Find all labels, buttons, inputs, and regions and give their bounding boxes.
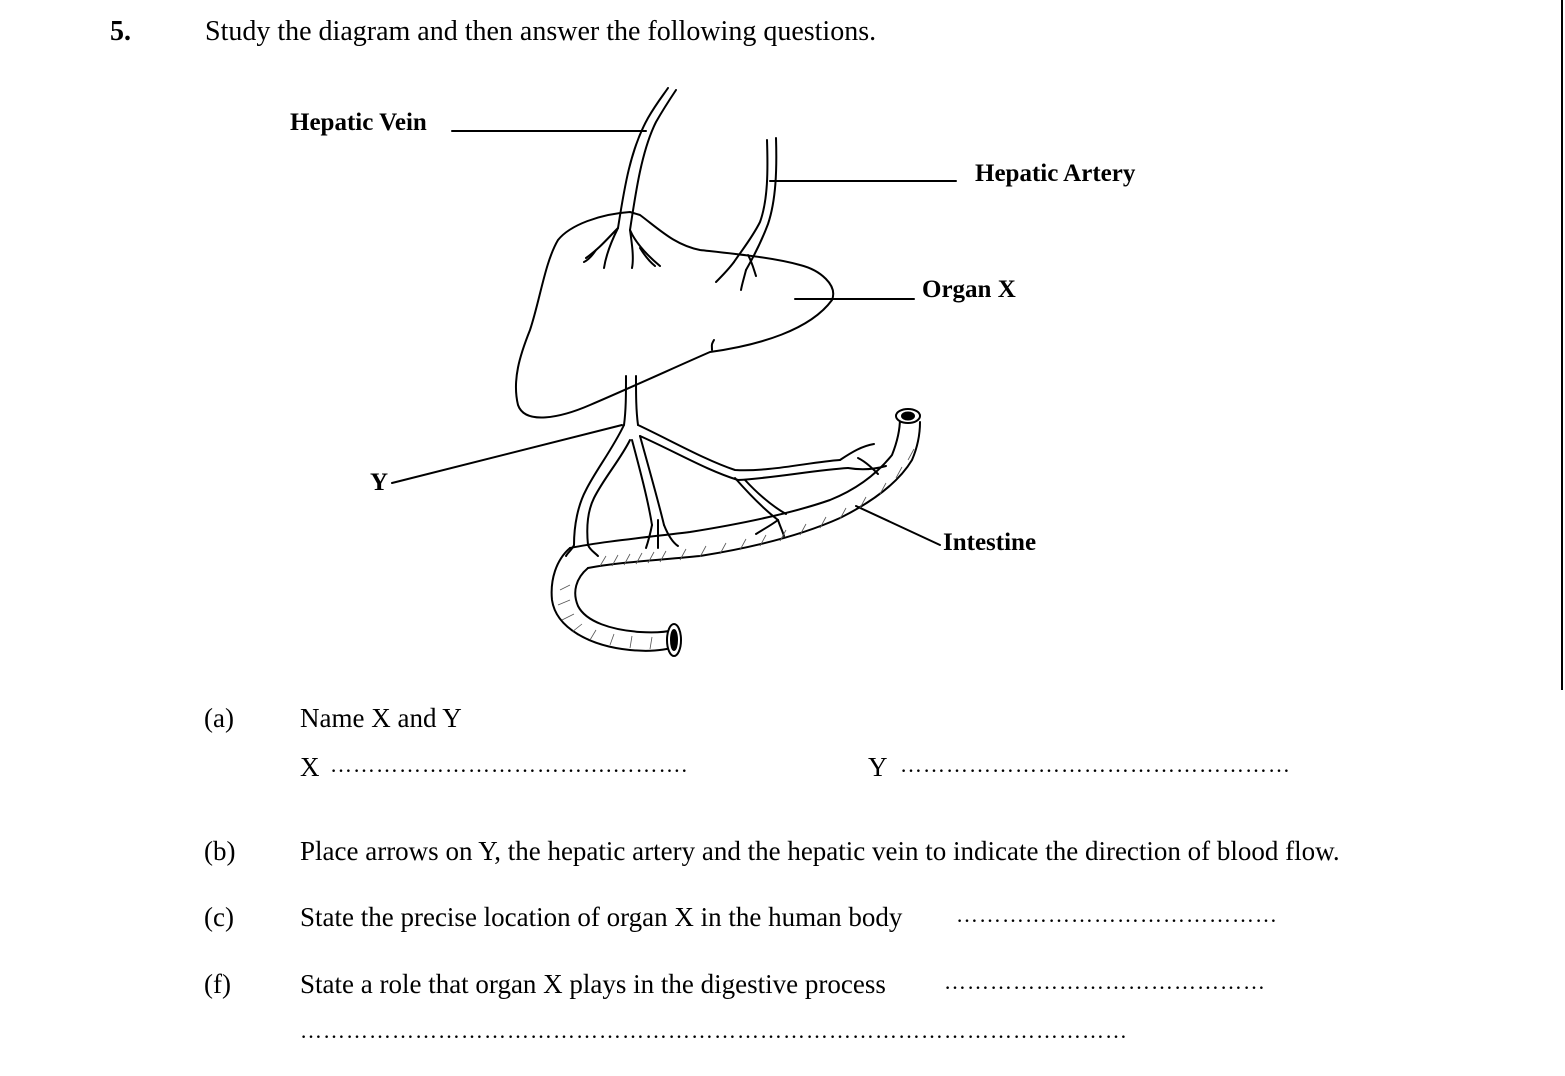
part-b-text: Place arrows on Y, the hepatic artery and the hepatic vein to indicate the direction of blood flow.	[300, 836, 1340, 866]
answer-y-label: Y	[868, 752, 888, 782]
part-a-letter: (a)	[204, 703, 234, 733]
hepatic-artery-vessel	[734, 140, 767, 262]
part-f-text: State a role that organ X plays in the digestive process	[300, 969, 886, 999]
answer-f-field-line2[interactable]: ………………………………………………………………………………………………	[300, 1018, 1128, 1043]
hepatic-artery-label: Hepatic Artery	[975, 160, 1136, 187]
part-c-letter: (c)	[204, 902, 234, 932]
y-pointer	[392, 425, 622, 483]
question-number: 5.	[110, 16, 131, 47]
answer-x-field[interactable]: ……………………………….……….	[330, 752, 688, 777]
organ-x-outline	[516, 212, 833, 418]
organ-x-label: Organ X	[922, 276, 1016, 303]
question-intro: Study the diagram and then answer the following questions.	[205, 16, 877, 47]
answer-x-label: X	[300, 752, 320, 782]
answer-y-field[interactable]: ……………………………………………	[900, 752, 1291, 777]
part-c-text: State the precise location of organ X in the human body	[300, 902, 903, 932]
part-b-letter: (b)	[204, 836, 236, 866]
answer-c-field[interactable]: ……………………………………	[956, 902, 1278, 927]
intestine-outline	[570, 418, 900, 548]
intestine-pointer	[856, 506, 940, 545]
part-a-text: Name X and Y	[300, 703, 462, 733]
y-vessel	[624, 376, 626, 425]
y-label: Y	[370, 469, 389, 496]
part-f-letter: (f)	[204, 969, 231, 999]
intestine-label: Intestine	[943, 529, 1037, 556]
answer-f-field[interactable]: ……………………………………	[944, 969, 1266, 994]
hepatic-vein-label: Hepatic Vein	[290, 109, 427, 136]
